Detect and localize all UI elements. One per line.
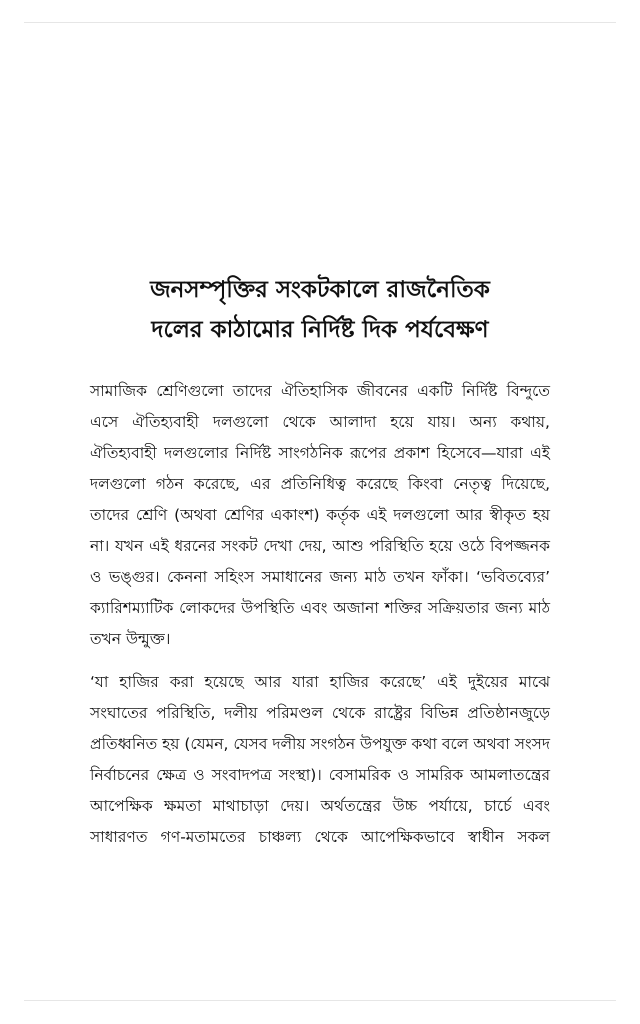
page-bottom-rule xyxy=(24,1000,616,1001)
book-page-content xyxy=(90,270,550,853)
body-paragraph-2: ‘যা হাজির করা হয়েছে আর যারা হাজির করেছে’ এই দুইয়ের মাঝে সংঘাতের পরিস্থিতি, দলীয় পরিমণ্ডল থেকে রাষ্ট্রের বিভিন্ন প্রতিষ্ঠানজুড়ে প্রতিধ্বনিত হয় (যেমন, যেসব দলীয় সংগঠন উপযুক্ত কথা বলে অথবা সংসদ নির্বাচনের ক্ষেত্র ও সংবাদপত্র সংস্থা)। বেসামরিক ও সামরিক আমলাতন্ত্রের আপেক্ষিক ক্ষমতা মাথাচাড়া দেয়। অর্থতন্ত্রের উচ্চ পর্যায়ে, চার্চে এবং সাধারণত গণ-মতামতের চাঞ্চল্য থেকে আপেক্ষিকভাবে স্বাধীন সকল xyxy=(90,673,551,846)
chapter-title-line-2: দলের কাঠামোর নির্দিষ্ট দিক পর্যবেক্ষণ xyxy=(151,317,489,343)
chapter-title xyxy=(90,270,550,350)
page-top-rule xyxy=(24,22,616,23)
body-paragraph-1: সামাজিক শ্রেণিগুলো তাদের ঐতিহাসিক জীবনের একটি নির্দিষ্ট বিন্দুতে এসে ঐতিহ্যবাহী দলগুলো থেকে আলাদা হয়ে যায়। অন্য কথায়, ঐতিহ্যবাহী দলগুলোর নির্দিষ্ট সাংগঠনিক রূপের প্রকাশ হিসেবে—যারা এই দলগুলো গঠন করেছে, এর প্রতিনিধিত্ব করেছে কিংবা নেতৃত্ব দিয়েছে, তাদের শ্রেণি (অথবা শ্রেণির একাংশ) কর্তৃক এই দলগুলো আর স্বীকৃত হয় না। যখন এই ধরনের সংকট দেখা দেয়, আশু পরিস্থিতি হয়ে ওঠে বিপজ্জনক ও ভঙ্গুর। কেননা সহিংস সমাধানের জন্য মাঠ তখন ফাঁকা। ‘ভবিতব্যের’ ক্যারিশম্যাটিক লোকদের উপস্থিতি এবং অজানা শক্তির সক্রিয়তার জন্য মাঠ তখন উন্মুক্ত। xyxy=(90,382,550,648)
chapter-title-line-1: জনসম্পৃক্তির সংকটকালে রাজনৈতিক xyxy=(150,277,490,303)
